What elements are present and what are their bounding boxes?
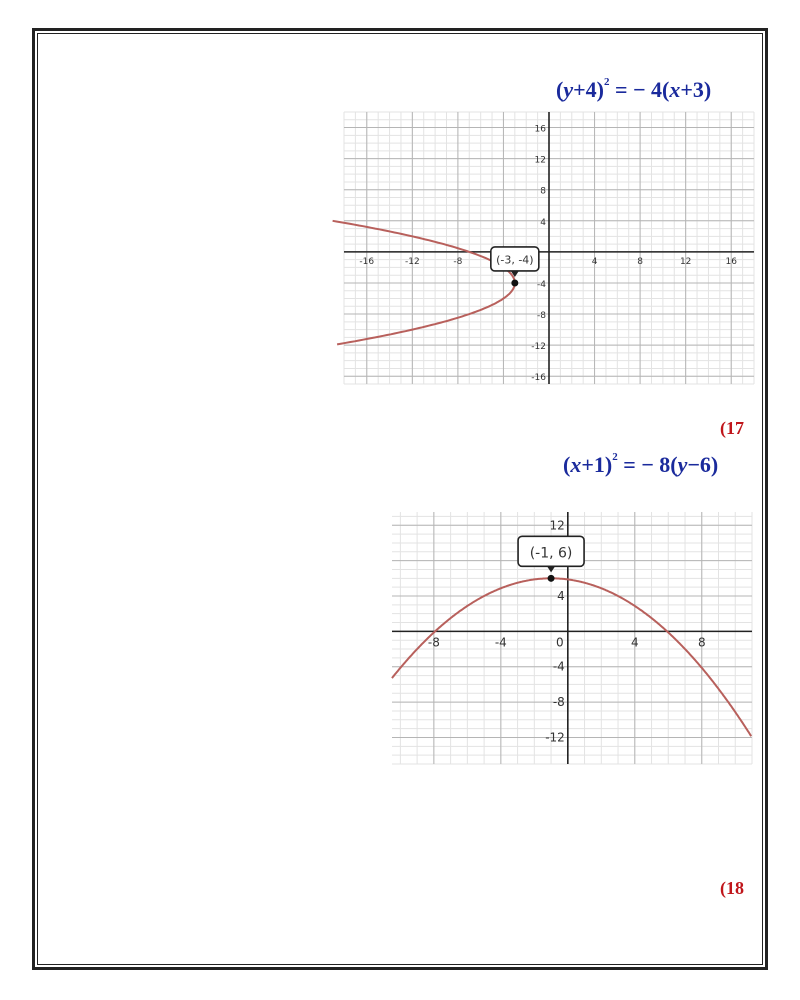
x-tick-label: -4 [494, 635, 507, 650]
y-tick-label: -4 [552, 659, 565, 674]
x-tick-label: -8 [427, 635, 440, 650]
problem-number-18: (18 [720, 878, 744, 898]
x-tick-label: 4 [591, 256, 598, 267]
x-tick-label: -12 [404, 256, 420, 267]
problem-number-17: (17 [720, 418, 744, 438]
vertex-point [548, 575, 555, 582]
y-tick-label: -8 [552, 695, 565, 710]
y-tick-label: 12 [534, 155, 546, 166]
equation-1: $(y+4)^2$ = − 4(x+3) [556, 75, 712, 102]
vertex-label: (-3, -4) [496, 253, 534, 267]
graph-1 [344, 112, 754, 384]
origin-label: 0 [555, 635, 564, 650]
y-tick-label: 16 [534, 124, 546, 135]
y-tick-label: 12 [549, 518, 565, 533]
x-tick-label: 16 [725, 256, 737, 267]
vertex-label: (-1, 6) [529, 545, 573, 562]
graph-2 [392, 512, 752, 764]
equation-2: $(x+1)^2$ = − 8(y−6) [563, 450, 719, 477]
y-tick-label: 8 [540, 186, 546, 197]
x-tick-label: 12 [679, 256, 692, 267]
y-tick-label: -12 [531, 342, 546, 353]
y-tick-label: -16 [531, 373, 546, 384]
x-tick-label: -8 [453, 256, 463, 267]
y-tick-label: 4 [557, 589, 565, 603]
y-tick-label: 4 [540, 217, 546, 228]
x-tick-label: 8 [697, 635, 706, 650]
x-tick-label: 4 [630, 635, 639, 650]
x-tick-label: 8 [637, 256, 643, 267]
y-tick-label: -12 [545, 730, 565, 745]
x-tick-label: -16 [359, 256, 375, 267]
vertex-point [511, 279, 518, 286]
parabola-curve [392, 578, 751, 736]
y-tick-label: -8 [537, 311, 546, 322]
y-tick-label: -4 [537, 279, 546, 290]
